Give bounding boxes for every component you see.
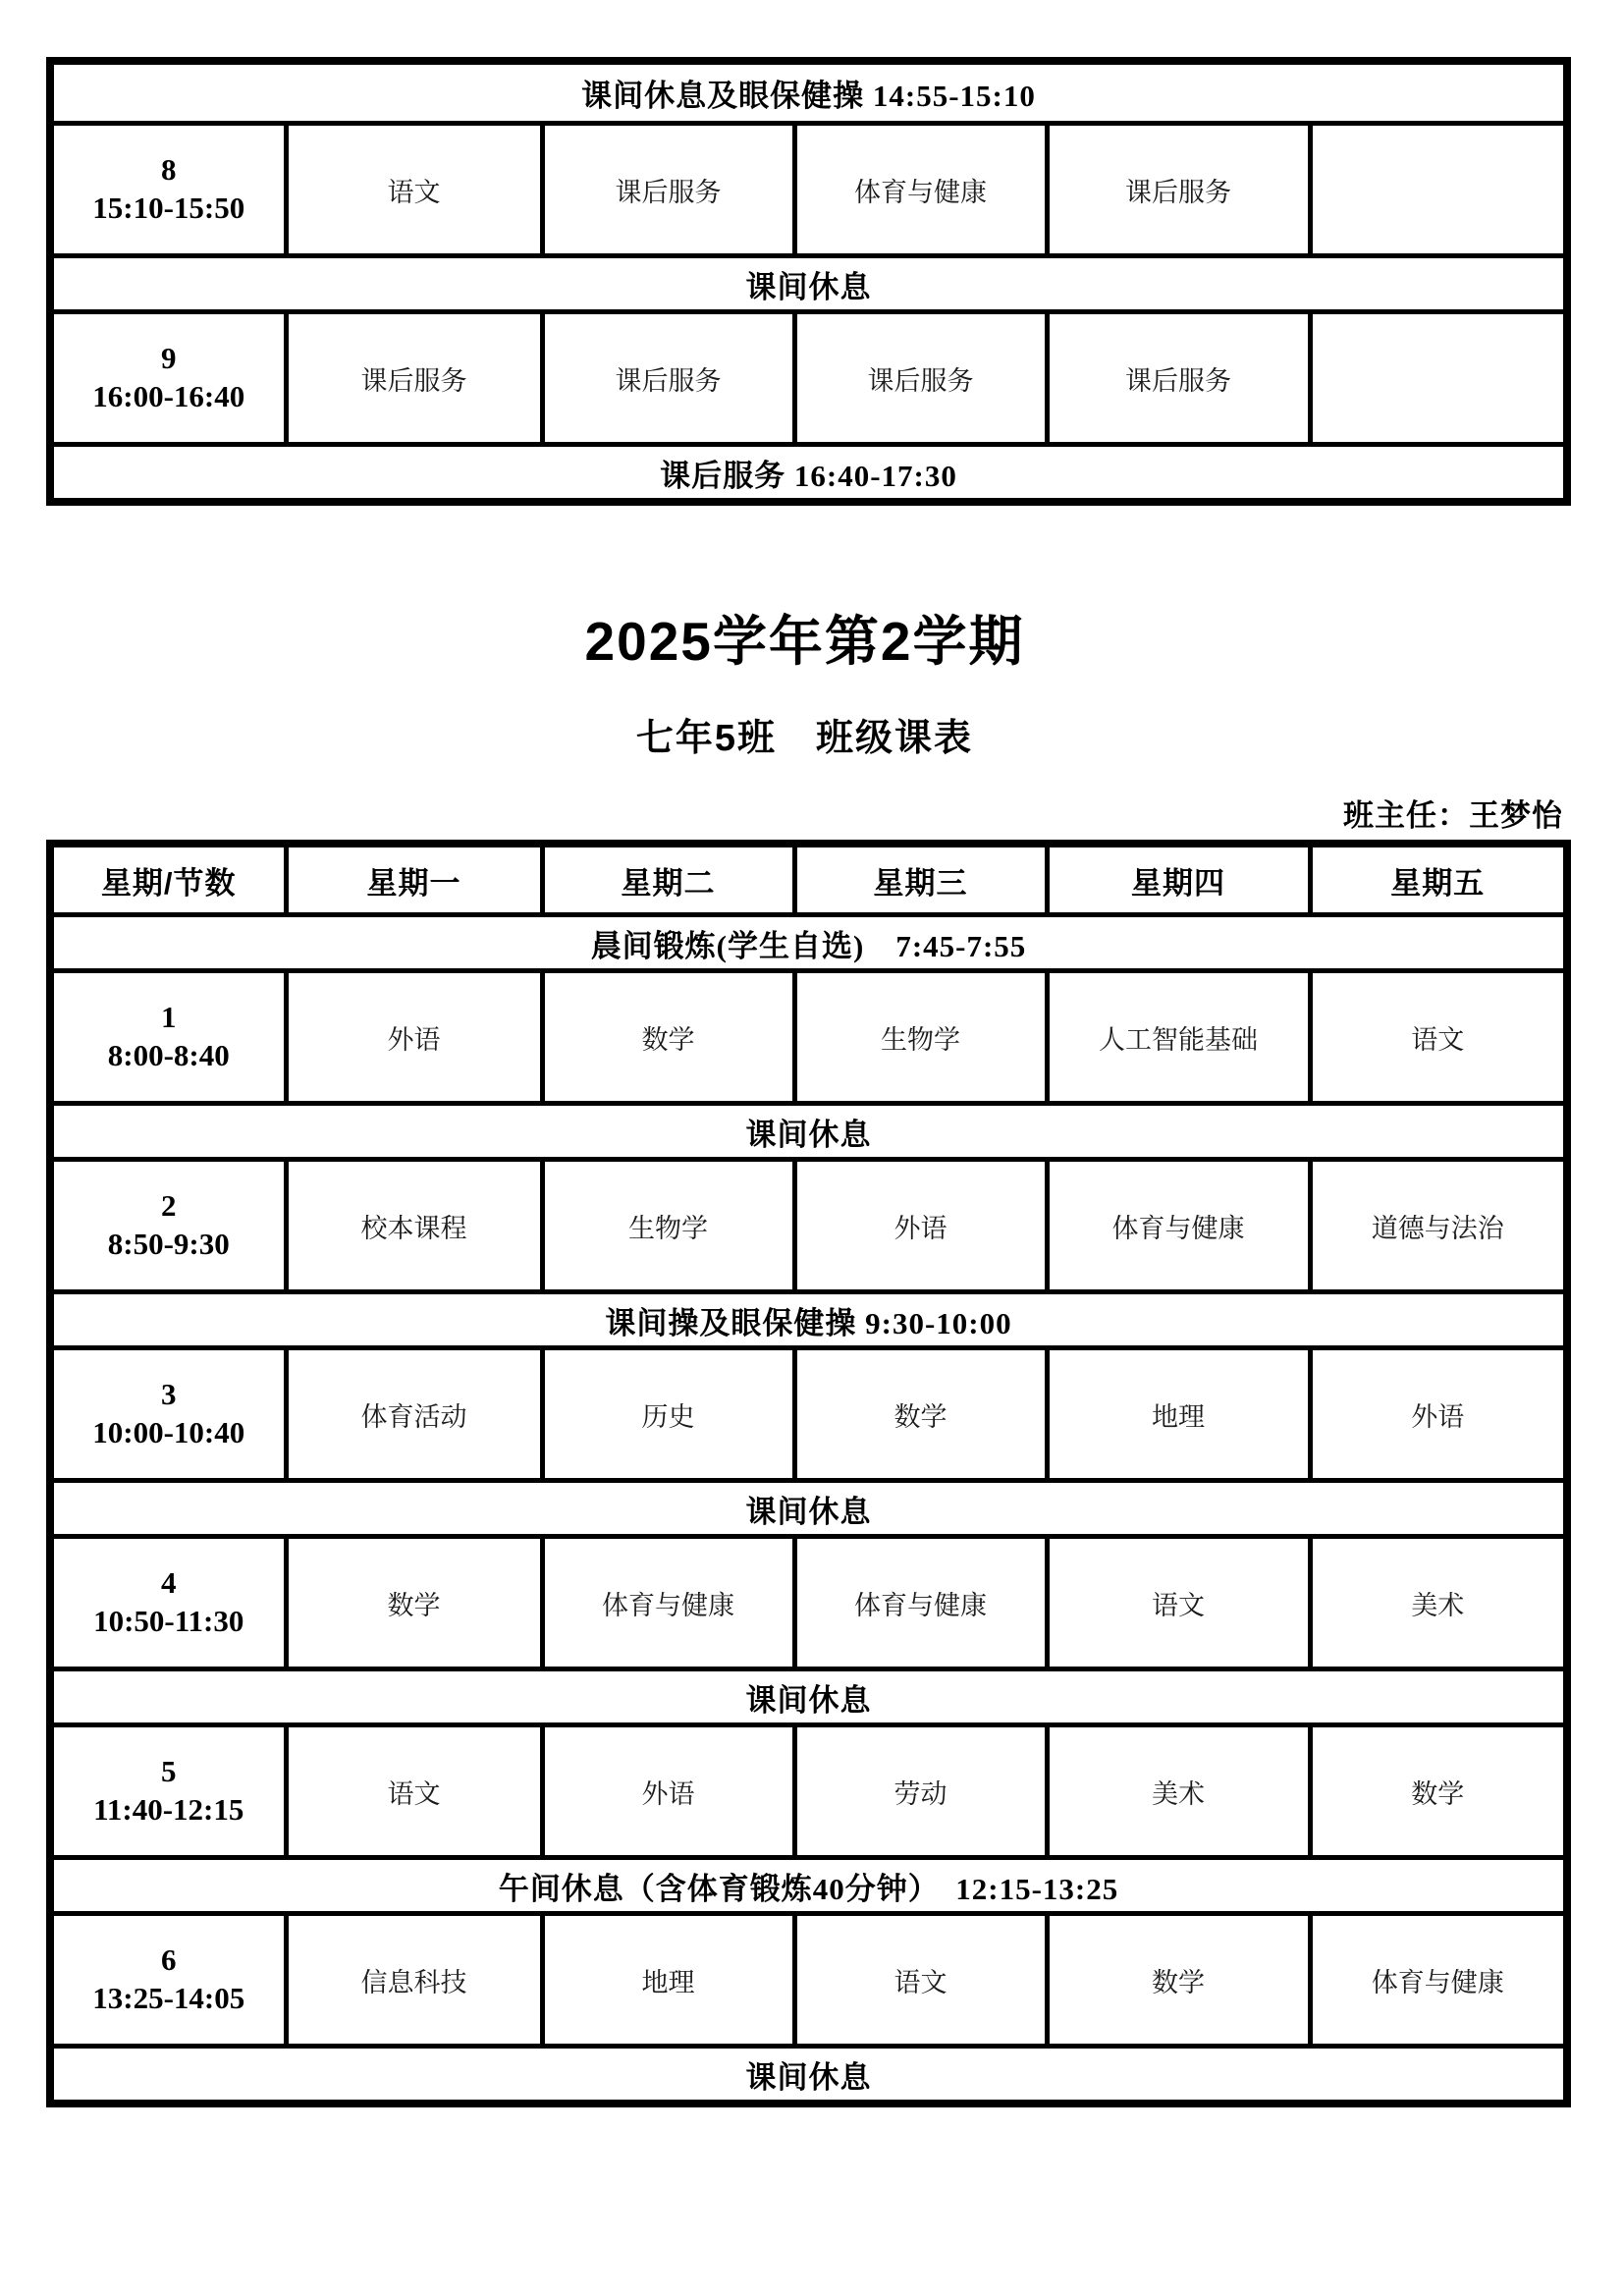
class-title: 七年5班 班级课表 (635, 718, 974, 759)
period-number: 4 (161, 1565, 177, 1601)
course-cell: 体育与健康 (794, 1537, 1047, 1669)
course-cell: 课后服务 (542, 124, 794, 256)
empty-cell (1310, 124, 1567, 256)
course-cell: 校本课程 (286, 1160, 542, 1292)
semester-title: 2025学年第2学期 (584, 611, 1025, 672)
header-cell-period: 星期/节数 (50, 844, 286, 915)
header-cell-tuesday: 星期二 (542, 844, 794, 915)
head-teacher-label: 班主任：王梦怡 (1343, 798, 1563, 833)
break-row (50, 256, 1567, 312)
period-time-cell (50, 1914, 286, 2047)
timetable-header (50, 844, 1567, 915)
period-number: 9 (161, 341, 177, 376)
period-time-cell (50, 124, 286, 256)
period-time-cell (50, 971, 286, 1104)
header-cell-friday: 星期五 (1310, 844, 1567, 915)
period-number: 2 (161, 1188, 177, 1224)
course-cell: 课后服务 (286, 312, 542, 445)
course-cell: 地理 (1047, 1348, 1310, 1481)
course-cell: 语文 (1310, 971, 1567, 1104)
course-cell: 课后服务 (542, 312, 794, 445)
period-time: 8:00-8:40 (107, 1038, 230, 1072)
course-cell: 数学 (794, 1348, 1047, 1481)
break-label: 午间休息（含体育锻炼40分钟） 12:15-13:25 (50, 1858, 1567, 1914)
period-time: 10:50-11:30 (93, 1604, 244, 1638)
course-cell: 数学 (542, 971, 794, 1104)
period-number: 8 (161, 152, 177, 188)
course-row (50, 971, 1567, 1104)
course-row (50, 1725, 1567, 1858)
course-row (50, 1348, 1567, 1481)
break-row (50, 1292, 1567, 1348)
course-cell: 劳动 (794, 1725, 1047, 1858)
period-time: 10:00-10:40 (92, 1415, 245, 1449)
course-cell: 历史 (542, 1348, 794, 1481)
period-number: 3 (161, 1377, 177, 1412)
course-cell: 体育与健康 (542, 1537, 794, 1669)
break-row (50, 2047, 1567, 2105)
course-cell: 语文 (286, 1725, 542, 1858)
course-cell: 外语 (542, 1725, 794, 1858)
period-time-cell (50, 1537, 286, 1669)
afternoon-schedule-table (46, 57, 1571, 506)
course-cell: 课后服务 (1047, 124, 1310, 256)
course-cell: 人工智能基础 (1047, 971, 1310, 1104)
empty-cell (1310, 312, 1567, 445)
period-time: 13:25-14:05 (92, 1981, 245, 2015)
break-row (50, 1104, 1567, 1160)
course-cell: 道德与法治 (1310, 1160, 1567, 1292)
course-cell: 体育与健康 (794, 124, 1047, 256)
course-cell: 体育与健康 (1310, 1914, 1567, 2047)
break-row (50, 61, 1567, 124)
period-number: 6 (161, 1942, 177, 1978)
period-number: 1 (161, 1000, 177, 1035)
course-cell: 数学 (286, 1537, 542, 1669)
course-row (50, 1914, 1567, 2047)
header-row (50, 844, 1567, 915)
course-cell: 语文 (794, 1914, 1047, 2047)
course-cell: 语文 (1047, 1537, 1310, 1669)
course-cell: 美术 (1310, 1537, 1567, 1669)
break-row (50, 1858, 1567, 1914)
course-row (50, 1537, 1567, 1669)
period-time-cell (50, 1725, 286, 1858)
course-cell: 生物学 (542, 1160, 794, 1292)
course-cell: 体育活动 (286, 1348, 542, 1481)
break-label: 课间休息 (50, 2047, 1567, 2105)
course-row (50, 124, 1567, 256)
course-cell: 语文 (286, 124, 542, 256)
period-time-cell (50, 1160, 286, 1292)
course-cell: 数学 (1310, 1725, 1567, 1858)
break-label: 课间休息 (50, 1669, 1567, 1725)
break-row (50, 1669, 1567, 1725)
break-label: 课间休息 (50, 256, 1567, 312)
class-timetable (46, 840, 1571, 2107)
course-cell: 信息科技 (286, 1914, 542, 2047)
period-number: 5 (161, 1754, 177, 1789)
break-label: 课后服务 16:40-17:30 (50, 445, 1567, 503)
course-cell: 外语 (1310, 1348, 1567, 1481)
course-cell: 地理 (542, 1914, 794, 2047)
break-label: 晨间锻炼(学生自选) 7:45-7:55 (50, 915, 1567, 971)
course-cell: 数学 (1047, 1914, 1310, 2047)
period-time-cell (50, 312, 286, 445)
period-time-cell (50, 1348, 286, 1481)
period-time: 15:10-15:50 (92, 191, 245, 225)
header-cell-monday: 星期一 (286, 844, 542, 915)
timetable-body (50, 915, 1567, 2105)
course-cell: 美术 (1047, 1725, 1310, 1858)
break-row (50, 1481, 1567, 1537)
header-cell-thursday: 星期四 (1047, 844, 1310, 915)
break-label: 课间休息 (50, 1481, 1567, 1537)
period-time: 8:50-9:30 (107, 1227, 230, 1261)
course-cell: 外语 (794, 1160, 1047, 1292)
course-cell: 课后服务 (794, 312, 1047, 445)
course-cell: 体育与健康 (1047, 1160, 1310, 1292)
course-row (50, 1160, 1567, 1292)
period-time: 16:00-16:40 (92, 379, 245, 413)
break-row (50, 445, 1567, 503)
course-cell: 生物学 (794, 971, 1047, 1104)
header-cell-wednesday: 星期三 (794, 844, 1047, 915)
afternoon-schedule-body (50, 61, 1567, 502)
break-label: 课间休息 (50, 1104, 1567, 1160)
course-cell: 外语 (286, 971, 542, 1104)
course-row (50, 312, 1567, 445)
period-time: 11:40-12:15 (93, 1792, 244, 1827)
break-row (50, 915, 1567, 971)
break-label: 课间休息及眼保健操 14:55-15:10 (50, 61, 1567, 124)
break-label: 课间操及眼保健操 9:30-10:00 (50, 1292, 1567, 1348)
course-cell: 课后服务 (1047, 312, 1310, 445)
